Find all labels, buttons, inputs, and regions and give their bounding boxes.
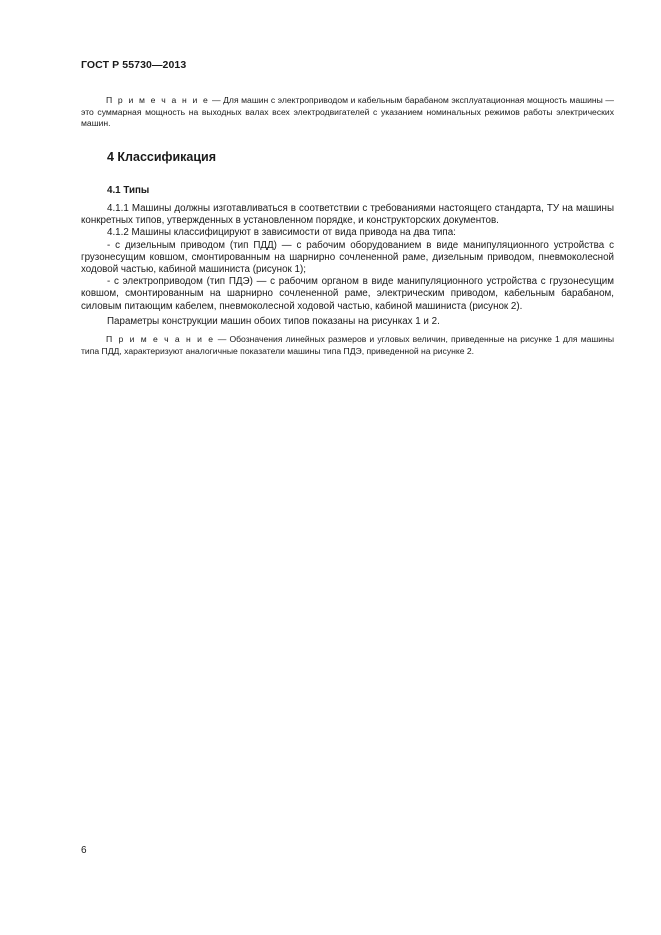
- note-label: П р и м е ч а н и е: [106, 334, 215, 345]
- document-header: ГОСТ Р 55730—2013: [81, 59, 187, 71]
- body-text: [81, 203, 614, 357]
- note-bottom: [81, 334, 614, 357]
- paragraph-4-1-2: 4.1.2 Машины классифицируют в зависимости от вида привода на два типа:: [107, 227, 456, 239]
- note-label: П р и м е ч а н и е: [106, 95, 210, 105]
- paragraph-type-pde: - с электроприводом (тип ПДЭ) — с рабочим органом в виде манипуляционного устройства с грузонесущим ковшом, смонтированным на шарнирно сочлененной раме, электрическим приводом, кабельным барабаном, силовым питающим кабелем, пневмоколесной ходовой частью, кабиной машиниста (рисунок 2).: [81, 276, 614, 312]
- paragraph-4-1-1: 4.1.1 Машины должны изготавливаться в соответствии с требованиями настоящего стандарта, ТУ на машины конкретных типов, утвержденных в установленном порядке, и конструкторских документов.: [81, 203, 614, 227]
- page-number: 6: [81, 845, 87, 856]
- note-top: [81, 95, 614, 130]
- note-paragraph: [81, 95, 614, 130]
- paragraph-type-pdd: - с дизельным приводом (тип ПДД) — с рабочим оборудованием в виде манипуляционного устройства с грузонесущим ковшом, смонтированным на шарнирно сочлененной раме, дизельным приводом, пневмоколесной ходовой частью, кабиной машиниста (рисунок 1);: [81, 239, 614, 276]
- note-text: — Для машин с электроприводом и кабельным барабаном эксплуатационная мощность машины — это суммарная мощность на выходных валах всех электродвигателей с указанием номинальных режимов работы электрических машин.: [81, 95, 614, 129]
- section-title: 4 Классификация: [107, 150, 217, 164]
- paragraph-parameters: Параметры конструкции машин обоих типов показаны на рисунках 1 и 2.: [107, 315, 440, 327]
- note-text: — Обозначения линейных размеров и угловых величин, приведенные на рисунке 1 для машины типа ПДД, характеризуют аналогичные показатели машины типа ПДЭ, приведенной на рисунке 2.: [81, 334, 614, 356]
- subsection-title: 4.1 Типы: [107, 185, 150, 196]
